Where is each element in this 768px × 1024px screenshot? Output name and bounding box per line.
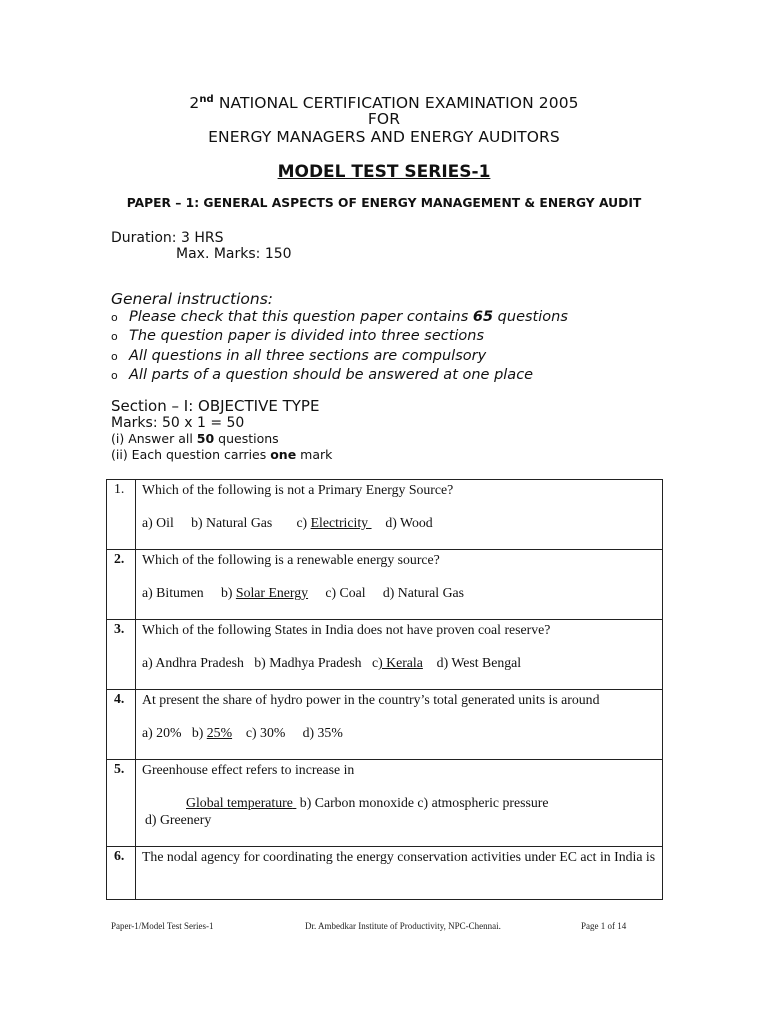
correct-answer: Electricity — [310, 515, 369, 530]
question-cell — [136, 480, 663, 550]
section-notes — [111, 431, 332, 462]
section-title: Section – I: OBJECTIVE TYPE — [111, 397, 320, 415]
paper-title: PAPER – 1: GENERAL ASPECTS OF ENERGY MANAGEMENT & ENERGY AUDIT — [126, 196, 642, 210]
question-cell — [136, 690, 663, 760]
footer-center: Dr. Ambedkar Institute of Productivity, NPC-Chennai. — [305, 921, 501, 931]
question-cell — [136, 550, 663, 620]
question-text: Which of the following States in India does not have proven coal reserve? — [142, 622, 551, 637]
bullet-icon: o — [111, 330, 118, 344]
question-row — [107, 480, 663, 550]
question-text: The nodal agency for coordinating the energy conservation activities under EC act in India is — [142, 849, 656, 864]
question-row — [107, 690, 663, 760]
correct-answer: Solar Energy — [235, 585, 309, 600]
correct-answer: Global temperature — [186, 795, 293, 810]
exam-title-line-3: ENERGY MANAGERS AND ENERGY AUDITORS — [208, 128, 560, 146]
question-text: Which of the following is a renewable energy source? — [142, 552, 440, 567]
exam-title-line-2: FOR — [367, 110, 401, 128]
bullet-icon: o — [111, 311, 118, 324]
general-instructions-list — [111, 308, 568, 385]
correct-answer: ) Kerala — [378, 655, 423, 670]
question-number: 4. — [107, 690, 136, 760]
instruction-item: o The question paper is divided into three sections — [111, 327, 568, 346]
question-text: Greenhouse effect refers to increase in — [142, 762, 355, 777]
correct-answer: 25% — [206, 725, 233, 740]
question-number: 6. — [107, 847, 136, 900]
questions-table — [106, 479, 663, 900]
question-cell — [136, 760, 663, 847]
question-row — [107, 760, 663, 847]
question-options: a) Bitumen b) Solar Energy c) Coal d) Natural Gas — [142, 585, 465, 600]
duration: Duration: 3 HRS — [111, 230, 224, 246]
question-options: Global temperature b) Carbon monoxide c) atmospheric pressure — [186, 795, 549, 810]
bullet-icon: o — [111, 349, 118, 363]
bullet-icon: o — [111, 368, 118, 382]
question-options: a) Andhra Pradesh b) Madhya Pradesh c) Kerala d) West Bengal — [142, 655, 522, 670]
question-row — [107, 847, 663, 900]
max-marks: Max. Marks: 150 — [176, 246, 292, 262]
question-row — [107, 620, 663, 690]
general-instructions-title: General instructions: — [111, 290, 274, 308]
instruction-item: o Please check that this question paper contains 65 questions — [111, 308, 568, 327]
section-marks: Marks: 50 x 1 = 50 — [111, 415, 245, 431]
question-options: a) Oil b) Natural Gas c) Electricity d) Wood — [142, 515, 433, 530]
instruction-item: o All parts of a question should be answered at one place — [111, 366, 568, 385]
question-cell — [136, 620, 663, 690]
instruction-item: o All questions in all three sections are compulsory — [111, 347, 568, 366]
question-text: At present the share of hydro power in the country’s total generated units is around — [142, 692, 600, 707]
question-number: 5. — [107, 760, 136, 847]
question-options-continued: d) Greenery — [145, 812, 212, 827]
series-title: MODEL TEST SERIES-1 — [277, 162, 491, 182]
question-number: 2. — [107, 550, 136, 620]
footer-page-number: Page 1 of 14 — [581, 921, 627, 931]
question-number: 1. — [107, 480, 136, 550]
question-cell — [136, 847, 663, 900]
question-row — [107, 550, 663, 620]
question-text: Which of the following is not a Primary Energy Source? — [142, 482, 454, 497]
section-note: (i) Answer all 50 questions — [111, 431, 279, 446]
footer-left: Paper-1/Model Test Series-1 — [111, 921, 214, 931]
question-number: 3. — [107, 620, 136, 690]
exam-title-line-1: 2nd NATIONAL CERTIFICATION EXAMINATION 2005 — [189, 94, 579, 113]
question-options: a) 20% b) 25% c) 30% d) 35% — [142, 725, 343, 740]
section-note: (ii) Each question carries one mark — [111, 446, 333, 462]
